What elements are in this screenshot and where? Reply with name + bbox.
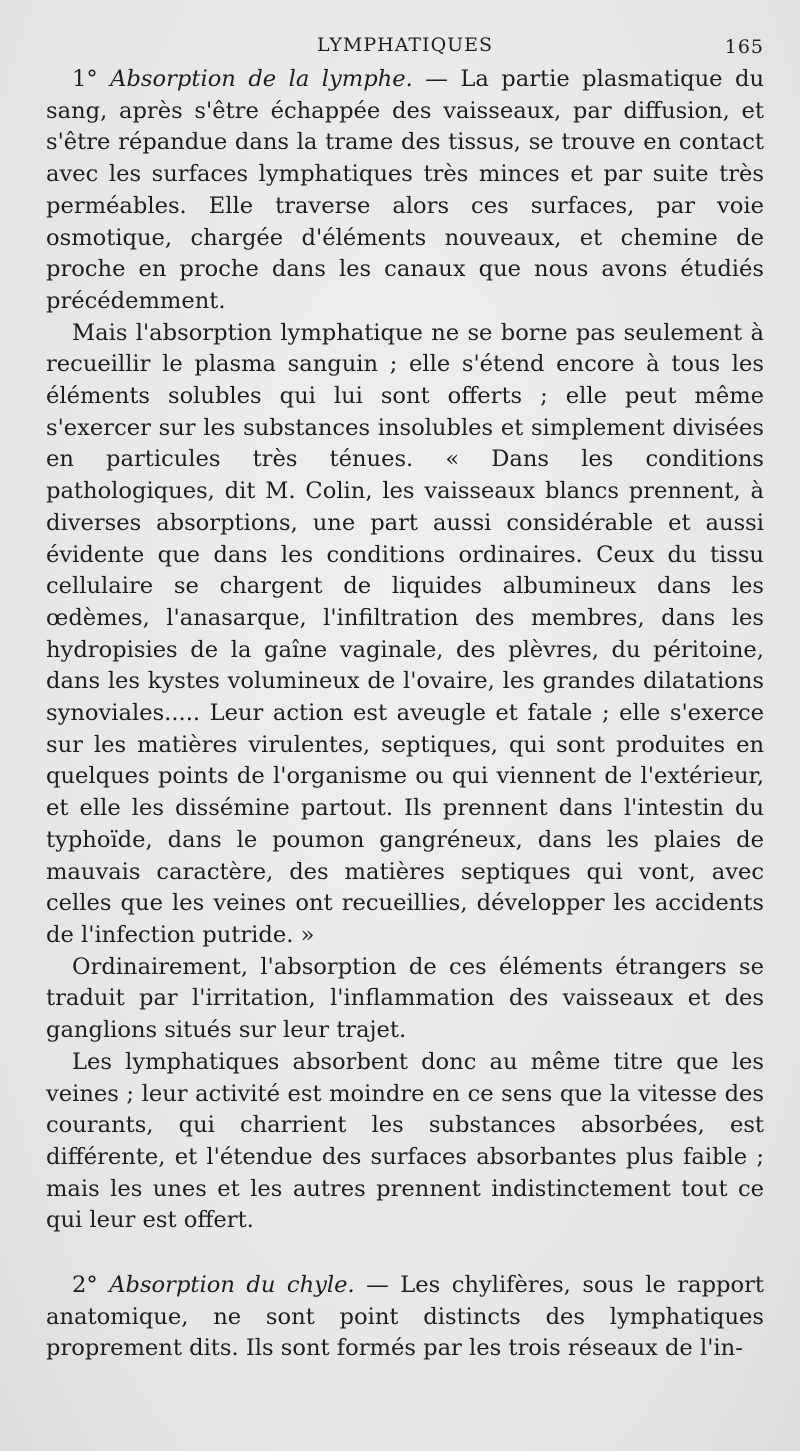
body-text xyxy=(46,64,764,1365)
section-number: 1° xyxy=(72,66,111,92)
paragraph-text: Mais l'absorption lymphatique ne se borne pas seulement à recueillir le plasma sanguin ; elle s'étend encore à tous les éléments solubles qui lui sont offerts ; elle peut même s'exercer sur les substances insolubles et simplement divisées en particules très ténues. « Dans les conditions pathologiques, dit M. Colin, les vaisseaux blancs prennent, à diverses absorptions, une part aussi considérable et aussi évidente que dans les conditions ordinaires. Ceux du tissu cellulaire se chargent de liquides albumineux dans les œdèmes, l'anasarque, l'infiltration des membres, dans les hydropisies de la gaîne vaginale, des plèvres, du péritoine, dans les kystes volumineux de l'ovaire, les grandes dilatations synoviales..... Leur action est aveugle et fatale ; elle s'exerce sur les matières virulentes, septiques, qui sont produites en quelques points de l'organisme ou qui viennent de l'extérieur, et elle les dissémine partout. Ils prennent dans l'intestin du typhoïde, dans le poumon gangréneux, dans les plaies de mauvais caractère, des matières septiques qui vont, avec celles que les veines ont recueillies, développer les accidents de l'infection putride. » xyxy=(46,319,764,948)
running-title: LYMPHATIQUES xyxy=(316,34,494,56)
paragraph xyxy=(46,318,764,952)
paragraph xyxy=(46,1047,764,1237)
page-number: 165 xyxy=(724,36,764,58)
section-heading: Absorption du chyle. xyxy=(109,1272,355,1299)
section-gap xyxy=(46,1237,764,1270)
paragraph-text: Ordinairement, l'absorption de ces éléments étrangers se traduit par l'irritation, l'inflammation des vaisseaux et des ganglions situés sur leur trajet. xyxy=(46,953,764,1044)
paragraph xyxy=(46,1270,764,1365)
section-number: 2° xyxy=(72,1272,110,1299)
paragraph-text: — Les chylifères, sous le rapport anatomique, ne sont point distincts des lymphatiques proprement dits. Ils sont formés par les trois réseaux de l'in- xyxy=(46,1272,764,1362)
paragraph-text: Les lymphatiques absorbent donc au même titre que les veines ; leur activité est moindre en ce sens que la vitesse des courants, qui charrient les substances absorbées, est différente, et l'étendue des surfaces absorbantes plus faible ; mais les unes et les autres prennent indistinctement tout ce qui leur est offert. xyxy=(46,1048,764,1234)
paragraph-text: — La partie plasmatique du sang, après s'être échappée des vaisseaux, par diffusion, et s'être répandue dans la trame des tissus, se trouve en contact avec les surfaces lymphatiques très minces et par suite très perméables. Elle traverse alors ces surfaces, par voie osmotique, chargée d'éléments nouveaux, et chemine de proche en proche dans les canaux que nous avons étudiés précédemment. xyxy=(46,66,764,314)
paragraph xyxy=(46,64,764,318)
running-head xyxy=(46,34,764,64)
paragraph xyxy=(46,952,764,1047)
section-heading: Absorption de la lymphe. xyxy=(110,66,413,92)
